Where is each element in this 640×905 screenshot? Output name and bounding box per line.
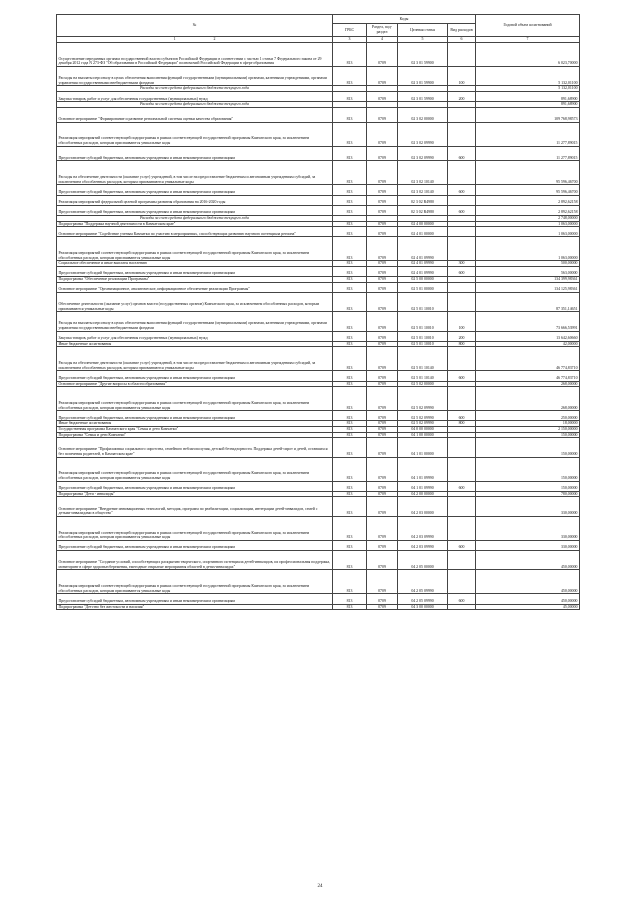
row-amount: 891,68900	[476, 91, 580, 101]
row-description: Предоставление субсидий бюджетным, автономным учреждениям и иным некоммерческим организациям	[57, 594, 333, 604]
row-grbs: 813	[333, 457, 367, 481]
row-amount: 563,00000	[476, 266, 580, 276]
row-razdel: 0709	[367, 122, 398, 146]
row-grbs: 813	[333, 594, 367, 604]
row-target-article: 02 3 02 09990	[398, 146, 448, 161]
row-razdel: 0709	[367, 146, 398, 161]
row-razdel: 0709	[367, 432, 398, 438]
col-header-grbs: ГРБС	[333, 24, 367, 37]
table-row	[57, 266, 580, 276]
table-row	[57, 67, 580, 86]
row-razdel: 0709	[367, 497, 398, 516]
row-description: Подпрограмма "Семья и дети Камчатки"	[57, 432, 333, 438]
row-grbs: 813	[333, 67, 367, 86]
row-expense-type: 300	[448, 261, 476, 267]
row-description: Основное мероприятие "Внедрение инновационных технологий, методик, программ по реабилитации, социализации, интеграции детей-инвалидов, семей с детьми-инвалидами в общество"	[57, 497, 333, 516]
row-target-article: 02 5 02 09990	[398, 387, 448, 411]
page-number: 24	[317, 884, 323, 889]
row-razdel: 0709	[367, 67, 398, 86]
row-amount: 42,00000	[476, 341, 580, 347]
row-amount: 11 277,89015	[476, 122, 580, 146]
col-index-2-text: 2	[213, 37, 216, 42]
row-target-article: 02 5 02 09990	[398, 421, 448, 427]
row-expense-type: 100	[448, 312, 476, 331]
row-amount: 150,00000	[476, 457, 580, 481]
row-description: Расходы на выплаты персоналу в целях обеспечения выполнения функций государственными (муниципальными) органами, казенными учреждениями, органами управления государственными внебюджетными фондами	[57, 67, 333, 86]
row-description: Подпрограмма "Дети - инвалиды"	[57, 491, 333, 497]
row-target-article: 04 2 00 00000	[398, 491, 448, 497]
row-razdel: 0709	[367, 421, 398, 427]
col-header-number: №	[57, 15, 333, 37]
row-target-article: 02 5 02 09990	[398, 411, 448, 421]
table-row	[57, 540, 580, 550]
row-target-article: 02 5 01 10140	[398, 371, 448, 381]
row-description: Закупка товаров, работ и услуг для обеспечения государственных (муниципальных) нужд	[57, 91, 333, 101]
row-target-article: 02 5 01 10140	[398, 347, 448, 371]
row-target-article: 02 3 02 09990	[398, 122, 448, 146]
row-razdel: 0709	[367, 481, 398, 491]
row-razdel: 0709	[367, 426, 398, 432]
row-grbs: 813	[333, 292, 367, 311]
row-target-article: 04 2 05 09990	[398, 594, 448, 604]
row-amount: 891,68900	[476, 102, 580, 108]
row-description: Расходы за счет средств федерального бюджета текущего года	[57, 86, 333, 92]
row-grbs: 813	[333, 371, 367, 381]
row-grbs: 813	[333, 411, 367, 421]
row-description: Предоставление субсидий бюджетным, автономным учреждениям и иным некоммерческим организациям	[57, 266, 333, 276]
row-razdel: 0709	[367, 277, 398, 283]
row-amount: 250,00000	[476, 411, 580, 421]
row-razdel: 0709	[367, 237, 398, 261]
row-razdel: 0709	[367, 570, 398, 594]
budget-table-page	[56, 14, 579, 610]
row-expense-type: 600	[448, 266, 476, 276]
row-expense-type: 600	[448, 146, 476, 161]
row-target-article: 04 2 03 09990	[398, 516, 448, 540]
row-expense-type: 600	[448, 540, 476, 550]
row-description: Предоставление субсидий бюджетным, автономным учреждениям и иным некоммерческим организациям	[57, 481, 333, 491]
row-expense-type: 600	[448, 411, 476, 421]
row-description: Реализация мероприятий соответствующей подпрограммы в рамках соответствующей государственной программы Камчатского края, за исключением обособленных расходов, которым присваиваются уникальные коды	[57, 387, 333, 411]
row-target-article: 02 5 01 10010	[398, 312, 448, 331]
row-amount: 330,00000	[476, 497, 580, 516]
table-row	[57, 292, 580, 311]
row-razdel: 0709	[367, 341, 398, 347]
row-grbs: 813	[333, 195, 367, 205]
col-index-5: 5	[398, 37, 448, 43]
row-expense-type	[448, 107, 476, 122]
row-amount: 500,00000	[476, 261, 580, 267]
table-row	[57, 195, 580, 205]
table-row	[57, 387, 580, 411]
table-row	[57, 347, 580, 371]
row-description: Предоставление субсидий бюджетным, автономным учреждениям и иным некоммерческим организациям	[57, 185, 333, 195]
row-description: Реализация мероприятий соответствующей подпрограммы в рамках соответствующей государственной программы Камчатского края, за исключением обособленных расходов, которым присваиваются уникальные коды	[57, 570, 333, 594]
table-row	[57, 594, 580, 604]
row-target-article: 02 4 00 00000	[398, 221, 448, 227]
row-grbs: 813	[333, 122, 367, 146]
table-row	[57, 481, 580, 491]
row-razdel: 0709	[367, 411, 398, 421]
row-amount: 1 063,00000	[476, 237, 580, 261]
row-razdel: 0709	[367, 540, 398, 550]
col-index-3: 3	[333, 37, 367, 43]
row-expense-type: 600	[448, 185, 476, 195]
table-row	[57, 516, 580, 540]
row-razdel: 0709	[367, 347, 398, 371]
table-row	[57, 411, 580, 421]
row-description: Расходы на обеспечение деятельности (оказание услуг) учреждений, в том числе на предоставление бюджетным и автономным учреждениям субсидий, за исключением обособленных расходов, которым присваиваются уникальные коды	[57, 161, 333, 185]
row-amount: 5 132,01100	[476, 86, 580, 92]
row-target-article: 02 3 02 10140	[398, 161, 448, 185]
row-amount: 268,00000	[476, 381, 580, 387]
col-header-codes: Коды	[333, 15, 476, 24]
row-grbs: 813	[333, 161, 367, 185]
table-row	[57, 604, 580, 610]
row-razdel: 0709	[367, 594, 398, 604]
row-razdel: 0709	[367, 516, 398, 540]
col-index-7: 7	[476, 37, 580, 43]
row-target-article: 04 2 03 00000	[398, 497, 448, 516]
row-target-article: 04 2 05 00000	[398, 550, 448, 569]
row-grbs: 813	[333, 604, 367, 610]
row-razdel: 0709	[367, 195, 398, 205]
col-index-6: 6	[448, 37, 476, 43]
col-header-amount: Годовой объем ассигнований	[476, 15, 580, 37]
row-description: Расходы на выплаты персоналу в целях обеспечения выполнения функций государственными (муниципальными) органами, казенными учреждениями, органами управления государственными внебюджетными фондами	[57, 312, 333, 331]
row-amount: 150,00000	[476, 432, 580, 438]
col-header-expense-type: Вид расходов	[448, 24, 476, 37]
table-row	[57, 497, 580, 516]
table-row	[57, 312, 580, 331]
row-expense-type	[448, 43, 476, 67]
row-target-article: 04 3 00 00000	[398, 604, 448, 610]
row-grbs: 813	[333, 426, 367, 432]
table-row	[57, 457, 580, 481]
row-expense-type: 800	[448, 341, 476, 347]
row-description: Осуществление переданных органам государственной власти субъектов Российской Федерации в соответствии с частью 1 статьи 7 Федерального закона от 29 декабря 2012 года N 273-ФЗ "Об образовании в Российской Федерации" полномочий Российской Федерации в сфере образования	[57, 43, 333, 67]
row-razdel: 0709	[367, 438, 398, 457]
row-description: Основное мероприятие "Организационное, аналитическое, информационное обеспечение реализации Программы"	[57, 282, 333, 292]
row-target-article: 04 1 01 09990	[398, 481, 448, 491]
row-target-article: 02 5 01 00000	[398, 282, 448, 292]
row-target-article: 04 1 00 00000	[398, 432, 448, 438]
row-description: Подпрограмма "Поддержка научной деятельности в Камчатском крае"	[57, 221, 333, 227]
row-grbs: 813	[333, 387, 367, 411]
row-razdel: 0709	[367, 604, 398, 610]
row-description: Обеспечение деятельности (оказание услуг) органов власти (государственных органов) Камчатского края, за исключением обособленных расходов, которым присваиваются уникальные коды	[57, 292, 333, 311]
row-description: Основное мероприятие "Создание условий, способствующих раскрытию творческого, спортивного потенциала детей-инвалидов, их профессиональная поддержка, мониторинг в сфере здоровьесбережения, ежегодные открытые мероприятия областей в детях-инвалидах"	[57, 550, 333, 569]
row-description: Реализация мероприятий федеральной целевой программы развития образования на 2016-2020 годы	[57, 195, 333, 205]
row-grbs: 813	[333, 341, 367, 347]
row-expense-type: 600	[448, 371, 476, 381]
row-target-article: 02 3 01 59900	[398, 43, 448, 67]
row-amount: 6 023,70000	[476, 43, 580, 67]
row-target-article: 02 5 01 10010	[398, 331, 448, 341]
row-grbs: 813	[333, 43, 367, 67]
row-amount: 46 774,83710	[476, 371, 580, 381]
row-expense-type	[448, 604, 476, 610]
row-expense-type: 200	[448, 331, 476, 341]
table-row	[57, 550, 580, 569]
row-razdel: 0709	[367, 457, 398, 481]
row-razdel: 0709	[367, 491, 398, 497]
row-description: Социальное обеспечение и иные выплаты населению	[57, 261, 333, 267]
row-amount: 109 768,98573	[476, 107, 580, 122]
row-description: Иные бюджетные ассигнования	[57, 341, 333, 347]
row-amount: 134 125,98361	[476, 282, 580, 292]
row-description: Расходы за счет средств федерального бюджета текущего года	[57, 102, 333, 108]
row-description: Предоставление субсидий бюджетным, автономным учреждениям и иным некоммерческим организациям	[57, 371, 333, 381]
row-expense-type	[448, 227, 476, 237]
row-razdel: 0709	[367, 107, 398, 122]
row-grbs: 813	[333, 331, 367, 341]
row-target-article: 02 4 01 09990	[398, 266, 448, 276]
row-target-article: 02 3 01 59900	[398, 91, 448, 101]
row-amount: 150,00000	[476, 481, 580, 491]
row-description: Реализация мероприятий соответствующей подпрограммы в рамках соответствующей государственной программы Камчатского края, за исключением обособленных расходов, которым присваиваются уникальные коды	[57, 457, 333, 481]
row-amount: 18,00000	[476, 421, 580, 427]
row-target-article: 02 5 01 10010	[398, 341, 448, 347]
row-grbs: 813	[333, 146, 367, 161]
row-expense-type	[448, 161, 476, 185]
row-target-article: 02 4 01 09990	[398, 237, 448, 261]
row-razdel: 0709	[367, 550, 398, 569]
row-grbs: 813	[333, 421, 367, 427]
row-grbs: 813	[333, 107, 367, 122]
row-target-article: 02 5 01 10010	[398, 292, 448, 311]
col-header-target-article: Целевая статья	[398, 24, 448, 37]
table-row	[57, 146, 580, 161]
row-grbs: 813	[333, 266, 367, 276]
row-description: Предоставление субсидий бюджетным, автономным учреждениям и иным некоммерческим организациям	[57, 205, 333, 215]
row-razdel: 0709	[367, 91, 398, 101]
row-grbs: 813	[333, 491, 367, 497]
row-description: Закупка товаров, работ и услуг для обеспечения государственных (муниципальных) нужд	[57, 331, 333, 341]
table-row	[57, 570, 580, 594]
row-amount: 13 642,60660	[476, 331, 580, 341]
row-amount: 150,00000	[476, 438, 580, 457]
table-row	[57, 371, 580, 381]
row-grbs: 813	[333, 91, 367, 101]
row-expense-type: 600	[448, 205, 476, 215]
row-target-article: 04 0 00 00000	[398, 426, 448, 432]
row-amount: 5 132,01100	[476, 67, 580, 86]
row-expense-type	[448, 457, 476, 481]
row-description: Иные бюджетные ассигнования	[57, 421, 333, 427]
row-amount: 450,00000	[476, 594, 580, 604]
row-grbs: 813	[333, 261, 367, 267]
row-expense-type	[448, 516, 476, 540]
row-description: Предоставление субсидий бюджетным, автономным учреждениям и иным некоммерческим организациям	[57, 146, 333, 161]
row-amount: 330,00000	[476, 540, 580, 550]
row-razdel: 0709	[367, 261, 398, 267]
row-amount: 450,00000	[476, 570, 580, 594]
row-grbs: 813	[333, 205, 367, 215]
row-amount: 46 774,83710	[476, 347, 580, 371]
row-expense-type: 800	[448, 421, 476, 427]
row-amount: 450,00000	[476, 550, 580, 569]
row-description: Основное мероприятие "Содействие ученым Камчатки по участию в мероприятиях, способствующих развитию научного потенциала региона"	[57, 227, 333, 237]
table-row	[57, 282, 580, 292]
row-expense-type: 600	[448, 594, 476, 604]
row-target-article: 02 3 02 10140	[398, 185, 448, 195]
row-razdel: 0709	[367, 381, 398, 387]
row-expense-type	[448, 195, 476, 205]
row-amount: 1 063,00000	[476, 221, 580, 227]
row-grbs: 813	[333, 481, 367, 491]
row-razdel: 0709	[367, 161, 398, 185]
row-target-article: 04 1 01 09990	[398, 457, 448, 481]
row-description: Основное мероприятие "Формирование и развитие региональной системы оценки качества образования"	[57, 107, 333, 122]
row-target-article: 04 1 01 00000	[398, 438, 448, 457]
row-target-article: 04 2 03 09990	[398, 540, 448, 550]
row-target-article: 02 3 02 R4980	[398, 195, 448, 205]
row-target-article: 02 5 02 00000	[398, 381, 448, 387]
row-amount: 2 892,62158	[476, 195, 580, 205]
row-target-article: 02 3 02 R4980	[398, 205, 448, 215]
row-expense-type	[448, 282, 476, 292]
row-amount: 2 892,62158	[476, 205, 580, 215]
row-amount: 2 748,00000	[476, 215, 580, 221]
row-description: Подпрограмма "Детство без жестокости и насилия"	[57, 604, 333, 610]
table-row	[57, 185, 580, 195]
row-razdel: 0709	[367, 185, 398, 195]
row-expense-type	[448, 550, 476, 569]
row-expense-type	[448, 497, 476, 516]
row-grbs: 813	[333, 347, 367, 371]
table-row	[57, 438, 580, 457]
row-grbs: 813	[333, 438, 367, 457]
row-amount: 134 399,98361	[476, 277, 580, 283]
row-grbs: 813	[333, 516, 367, 540]
row-razdel: 0709	[367, 331, 398, 341]
row-amount: 1 063,00000	[476, 227, 580, 237]
row-grbs: 813	[333, 237, 367, 261]
row-description: Расходы за счет средств федерального бюджета текущего года	[57, 215, 333, 221]
row-expense-type	[448, 347, 476, 371]
table-row	[57, 205, 580, 215]
col-header-razdel: Раздел, под-раздел	[367, 24, 398, 37]
row-description: Расходы на обеспечение деятельности (оказание услуг) учреждений, в том числе на предоставление бюджетным и автономным учреждениям субсидий, за исключением обособленных расходов, которым присваиваются уникальные коды	[57, 347, 333, 371]
row-expense-type: 100	[448, 67, 476, 86]
table-row	[57, 237, 580, 261]
row-grbs: 813	[333, 227, 367, 237]
row-expense-type	[448, 292, 476, 311]
row-amount: 45,00000	[476, 604, 580, 610]
row-expense-type	[448, 237, 476, 261]
row-description: Реализация мероприятий соответствующей подпрограммы в рамках соответствующей государственной программы Камчатского края, за исключением обособленных расходов, которым присваиваются уникальные коды	[57, 516, 333, 540]
table-row	[57, 43, 580, 67]
row-expense-type	[448, 438, 476, 457]
row-description: Предоставление субсидий бюджетным, автономным учреждениям и иным некоммерческим организациям	[57, 411, 333, 421]
row-grbs: 813	[333, 185, 367, 195]
row-amount: 2 150,00000	[476, 426, 580, 432]
row-target-article: 04 2 05 09990	[398, 570, 448, 594]
row-amount: 87 351,14651	[476, 292, 580, 311]
row-expense-type	[448, 570, 476, 594]
table-row	[57, 331, 580, 341]
row-grbs: 813	[333, 221, 367, 227]
row-razdel: 0709	[367, 282, 398, 292]
table-row	[57, 91, 580, 101]
row-razdel: 0709	[367, 371, 398, 381]
row-amount: 780,00000	[476, 491, 580, 497]
row-description: Подпрограмма "Обеспечение реализации Программы"	[57, 277, 333, 283]
row-target-article: 02 4 01 09990	[398, 261, 448, 267]
row-grbs: 813	[333, 282, 367, 292]
row-amount: 73 666,53991	[476, 312, 580, 331]
table-row	[57, 161, 580, 185]
row-razdel: 0709	[367, 387, 398, 411]
row-amount: 95 596,46700	[476, 161, 580, 185]
row-grbs: 813	[333, 497, 367, 516]
row-amount: 330,00000	[476, 516, 580, 540]
table-row	[57, 107, 580, 122]
row-razdel: 0709	[367, 292, 398, 311]
row-target-article: 02 4 01 00000	[398, 227, 448, 237]
row-grbs: 813	[333, 570, 367, 594]
table-row	[57, 122, 580, 146]
row-amount: 11 277,89015	[476, 146, 580, 161]
row-description: Основное мероприятие "Профилактика социального сиротства, семейного неблагополучия, детской безнадзорности. Поддержка детей-сирот и детей, оставшихся без попечения родителей, в Камчатском крае"	[57, 438, 333, 457]
row-amount: 268,00000	[476, 387, 580, 411]
row-amount: 95 596,46700	[476, 185, 580, 195]
row-grbs: 813	[333, 277, 367, 283]
row-razdel: 0709	[367, 43, 398, 67]
row-target-article: 02 3 01 59900	[398, 67, 448, 86]
row-target-article: 02 5 00 00000	[398, 277, 448, 283]
row-grbs: 813	[333, 381, 367, 387]
row-expense-type: 600	[448, 481, 476, 491]
row-grbs: 813	[333, 540, 367, 550]
row-razdel: 0709	[367, 227, 398, 237]
col-index-4: 4	[367, 37, 398, 43]
table-row	[57, 227, 580, 237]
row-grbs: 813	[333, 312, 367, 331]
row-expense-type	[448, 122, 476, 146]
row-description: Предоставление субсидий бюджетным, автономным учреждениям и иным некоммерческим организациям	[57, 540, 333, 550]
row-razdel: 0709	[367, 221, 398, 227]
row-description: Государственная программа Камчатского края "Семья и дети Камчатки"	[57, 426, 333, 432]
row-razdel: 0709	[367, 266, 398, 276]
row-grbs: 813	[333, 550, 367, 569]
row-target-article: 02 3 02 00000	[398, 107, 448, 122]
budget-table-body	[57, 43, 580, 610]
row-description: Основное мероприятие "Другие вопросы в области образования"	[57, 381, 333, 387]
budget-table	[56, 14, 580, 610]
row-description: Реализация мероприятий соответствующей подпрограммы в рамках соответствующей государственной программы Камчатского края, за исключением обособленных расходов, которым присваиваются уникальные коды	[57, 122, 333, 146]
row-razdel: 0709	[367, 312, 398, 331]
row-description: Реализация мероприятий соответствующей подпрограммы в рамках соответствующей государственной программы Камчатского края, за исключением обособленных расходов, которым присваиваются уникальные коды	[57, 237, 333, 261]
row-grbs: 813	[333, 432, 367, 438]
row-razdel: 0709	[367, 205, 398, 215]
col-index-1-text: 1	[173, 37, 176, 42]
row-expense-type	[448, 387, 476, 411]
row-expense-type: 200	[448, 91, 476, 101]
